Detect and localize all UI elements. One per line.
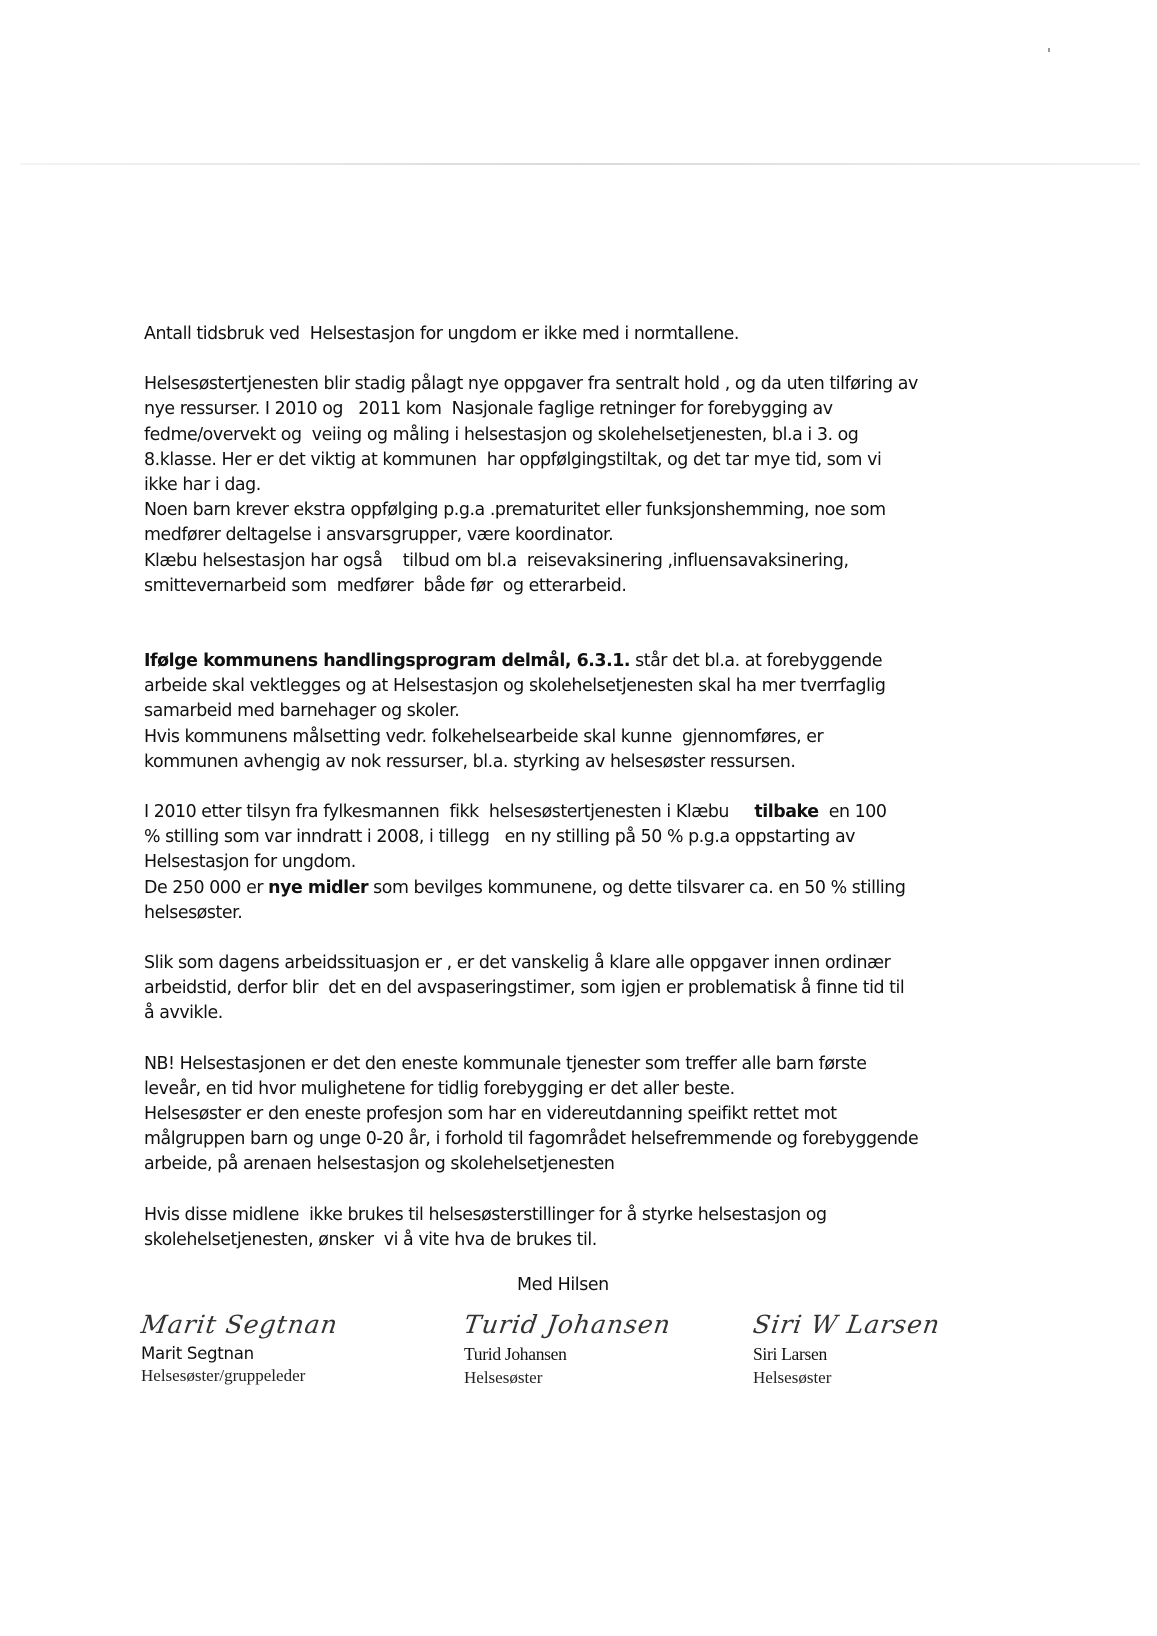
text-segment: ikke har i dag.: [144, 475, 261, 496]
text-segment: Antall tidsbruk ved Helsestasjon for ungdom er ikke med i normtallene.: [144, 324, 739, 344]
text-line: [144, 850, 1004, 875]
paragraph-spacer: [144, 775, 1004, 800]
paragraph-spacer: [144, 599, 1004, 649]
text-line: [144, 674, 1004, 699]
text-line: [144, 876, 1004, 901]
closing-greeting: Med Hilsen: [517, 1275, 609, 1295]
text-segment: De 250 000 er: [144, 877, 269, 898]
text-segment: kommunen avhengig av nok ressurser, bl.a. styrking av helsesøster ressursen.: [144, 751, 796, 772]
text-line: [144, 1127, 1004, 1152]
text-line: [144, 1152, 1004, 1177]
text-line: [144, 1052, 1004, 1077]
bold-text: tilbake: [754, 802, 819, 823]
bold-text: nye midler: [268, 877, 369, 898]
handwritten-signature: Marit Segtnan: [139, 1310, 340, 1339]
text-segment: arbeidstid, derfor blir det en del avspaseringstimer, som igjen er problematisk å finne tid til: [144, 978, 905, 999]
text-line: [144, 372, 1004, 397]
text-line: [144, 322, 1004, 347]
bold-text: Ifølge kommunens handlingsprogram delmål, 6.3.1.: [144, 651, 631, 672]
text-line: [144, 1001, 1004, 1026]
text-segment: nye ressurser. I 2010 og 2011 kom Nasjonale faglige retninger for forebygging av: [144, 399, 833, 420]
text-line: [144, 1228, 1004, 1253]
text-segment: medfører deltagelse i ansvarsgrupper, være koordinator.: [144, 525, 614, 546]
text-segment: % stilling som var inndratt i 2008, i tillegg en ny stilling på 50 % p.g.a oppstarting av: [144, 827, 856, 848]
text-segment: Helsestasjon for ungdom.: [144, 852, 356, 873]
text-line: [144, 1203, 1004, 1228]
text-line: [144, 649, 1004, 674]
text-segment: står det bl.a. at forebyggende: [630, 651, 883, 672]
text-segment: å avvikle.: [144, 1003, 223, 1024]
text-line: [144, 951, 1004, 976]
letter-body: [144, 322, 1004, 1253]
paragraph: [144, 951, 1004, 1027]
text-line: [144, 825, 1004, 850]
text-line: [144, 1102, 1004, 1127]
text-line: [144, 1077, 1004, 1102]
signatory-block: [464, 1310, 671, 1388]
text-line: [144, 750, 1004, 775]
handwritten-signature: Turid Johansen: [462, 1310, 673, 1339]
text-line: [144, 901, 1004, 926]
text-line: [144, 549, 1004, 574]
text-segment: arbeide, på arenaen helsestasjon og skolehelsetjenesten: [144, 1154, 615, 1175]
text-segment: en 100: [818, 802, 887, 823]
text-line: [144, 523, 1004, 548]
text-segment: I 2010 etter tilsyn fra fylkesmannen fikk helsesøstertjenesten i Klæbu: [144, 802, 755, 823]
signatory-block: [141, 1310, 338, 1386]
text-segment: Noen barn krever ekstra oppfølging p.g.a .prematuritet eller funksjonshemming, noe som: [144, 500, 886, 521]
paragraph: [144, 322, 1004, 347]
text-line: [144, 725, 1004, 750]
text-segment: 8.klasse. Her er det viktig at kommunen har oppfølgingstiltak, og det tar mye tid, som vi: [144, 449, 882, 470]
text-line: [144, 473, 1004, 498]
signatory-title: Helsesøster: [464, 1368, 543, 1387]
text-segment: NB! Helsestasjonen er det den eneste kommunale tjenester som treffer alle barn første: [144, 1053, 867, 1074]
text-segment: samarbeid med barnehager og skoler.: [144, 701, 460, 722]
text-line: [144, 498, 1004, 523]
signatory-name: Marit Segtnan: [141, 1344, 254, 1363]
text-segment: arbeide skal vektlegges og at Helsestasjon og skolehelsetjenesten skal ha mer tverrfaglig: [144, 676, 886, 697]
text-segment: Slik som dagens arbeidssituasjon er , er det vanskelig å klare alle oppgaver innen ordinær: [144, 953, 891, 974]
text-segment: Hvis kommunens målsetting vedr. folkehelsearbeide skal kunne gjennomføres, er: [144, 726, 824, 747]
text-segment: Helsesøstertjenesten blir stadig pålagt nye oppgaver fra sentralt hold , og da uten tilføring av: [144, 374, 918, 395]
paragraph-spacer: [144, 347, 1004, 372]
signatory-name: Siri Larsen: [753, 1344, 827, 1364]
text-line: [144, 574, 1004, 599]
paragraph: [144, 1052, 1004, 1178]
signatory-title: Helsesøster: [753, 1368, 832, 1387]
paragraph-spacer: [144, 926, 1004, 951]
paragraph: [144, 800, 1004, 926]
signatory-name: Turid Johansen: [464, 1344, 567, 1364]
text-segment: skolehelsetjenesten, ønsker vi å vite hva de brukes til.: [144, 1229, 597, 1250]
text-line: [144, 423, 1004, 448]
text-segment: fedme/overvekt og veiing og måling i helsestasjon og skolehelsetjenesten, bl.a i 3. og: [144, 424, 859, 445]
handwritten-signature: Siri W Larsen: [751, 1310, 943, 1339]
scan-artifact-line: [20, 163, 1140, 165]
paragraph-spacer: [144, 1027, 1004, 1052]
text-line: [144, 800, 1004, 825]
paragraph: [144, 649, 1004, 775]
text-line: [144, 397, 1004, 422]
text-segment: som bevilges kommunene, og dette tilsvarer ca. en 50 % stilling: [368, 877, 906, 898]
text-line: [144, 976, 1004, 1001]
scan-speck: [1048, 48, 1050, 52]
text-segment: Helsesøster er den eneste profesjon som har en videreutdanning speifikt rettet mot: [144, 1104, 837, 1125]
text-segment: Klæbu helsestasjon har også tilbud om bl.a reisevaksinering ,influensavaksinering,: [144, 550, 849, 571]
paragraph: [144, 372, 1004, 599]
signatory-title: Helsesøster/gruppeleder: [141, 1366, 306, 1385]
text-segment: helsesøster.: [144, 902, 243, 923]
text-segment: leveår, en tid hvor mulighetene for tidlig forebygging er det aller beste.: [144, 1078, 735, 1099]
text-line: [144, 699, 1004, 724]
paragraph: [144, 1203, 1004, 1253]
paragraph-spacer: [144, 1178, 1004, 1203]
signatory-block: [751, 1310, 943, 1388]
text-line: [144, 448, 1004, 473]
text-segment: Hvis disse midlene ikke brukes til helsesøsterstillinger for å styrke helsestasjon og: [144, 1204, 827, 1225]
text-segment: smittevernarbeid som medfører både før og etterarbeid.: [144, 575, 627, 596]
text-segment: målgruppen barn og unge 0-20 år, i forhold til fagområdet helsefremmende og forebyggende: [144, 1129, 919, 1150]
